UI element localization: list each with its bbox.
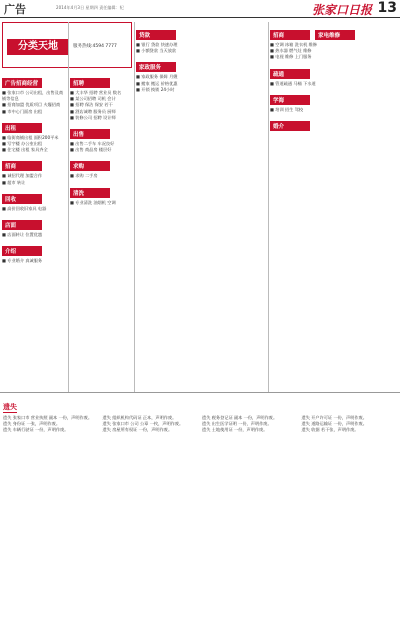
ad-item: ■ 超市 转让 [2, 179, 26, 185]
ad-item: ■ 开锁 换锁 24小时 [136, 86, 175, 92]
ad-item: ■ 招聘 保洁 保安 若干 [70, 102, 113, 108]
category-label: 介绍 [2, 246, 42, 256]
category-label: 出租 [2, 123, 42, 133]
divider [134, 22, 135, 392]
lost-notices-section [3, 394, 397, 634]
ad-item: ■ 热水器 燃气灶 维修 [270, 48, 312, 54]
hotline: 服务热线:4594 7777 [73, 44, 117, 49]
ad-item: ■ 出售二手车 车况良好 [70, 141, 115, 147]
divider [268, 22, 269, 392]
ad-item: ■ 装修公司 招聘 设计师 [70, 114, 116, 120]
category-label: 贷款 [136, 30, 176, 40]
category-label: 学海 [270, 95, 310, 105]
lost-notice: 遗失 车辆行驶证 一份，声明作废。 [3, 427, 69, 433]
lost-notice: 遗失 税务登记证 副本 一份，声明作废。 [202, 415, 278, 420]
lost-notice: 遗失 组织机构代码证 正本，声明作废。 [102, 415, 177, 420]
ad-item: ■ 小额贷款 当天放款 [136, 48, 177, 54]
divider [68, 22, 69, 392]
banner-title: 分类天地 [7, 39, 69, 55]
ad-item: ■ 临街商铺出租 面积200平米 [2, 134, 59, 140]
ad-item: ■ 空调 冰箱 洗衣机 维修 [270, 42, 317, 47]
lost-notice: 遗失 收据 若干张，声明作废。 [301, 427, 359, 433]
ad-item: ■ 专业清洗 油烟机 空调 [70, 199, 116, 205]
ad-item: ■ 市中心门面房 出租 [2, 108, 43, 114]
category-label: 店面 [2, 220, 42, 230]
ad-item: ■ 酒店诚聘 服务员 厨师 [70, 108, 116, 114]
lost-notice: 遗失 身份证 一张，声明作废。 [3, 421, 61, 427]
lost-notice: 遗失 土地使用证 一份，声明作废。 [202, 427, 268, 433]
column-4 [270, 22, 398, 392]
issue-meta: 2014年4月3日 星期四 责任编辑：纪 [56, 5, 124, 10]
lost-notice: 遗失 张家口市 营业执照 副本 一份，声明作废。 [3, 415, 93, 420]
page-number: 13 [377, 0, 397, 16]
ad-item: ■ 诚招代理 加盟合作 [2, 173, 43, 179]
category-label: 回收 [2, 194, 42, 204]
lost-notice: 遗失 开户许可证 一份，声明作废。 [301, 415, 367, 420]
ad-item: ■ 店面转让 位置优越 [2, 232, 43, 238]
category-label: 招聘 [70, 78, 110, 88]
ad-item: ■ 专业婚介 真诚服务 [2, 258, 43, 264]
ad-item: ■ 张家口市 公司出租，出售及商铺等信息 [2, 90, 64, 102]
column-2 [70, 70, 132, 392]
lost-notice: 遗失 房屋所有权证 一份，声明作废。 [102, 427, 173, 433]
category-label: 家政服务 [136, 62, 176, 72]
ad-item: ■ 银行 贷款 快速办理 [136, 42, 178, 47]
ad-item: ■ 电视 维修 上门服务 [270, 54, 312, 60]
category-label: 求购 [70, 161, 110, 171]
classifieds-banner [2, 22, 132, 68]
section-title: 广告 [4, 3, 26, 16]
lost-notice: 遗失 道路运输证 一份，声明作废。 [301, 421, 367, 427]
ad-item: ■ 求购 二手房 [70, 173, 98, 179]
ad-item: ■ 住宅楼 出租 家具齐全 [2, 147, 48, 153]
ad-item: ■ 出售 商品房 楼层好 [70, 147, 112, 153]
category-label: 清洗 [70, 188, 110, 198]
category-label: 招商 [2, 161, 42, 171]
ad-item: ■ 家政服务 保姆 月嫂 [136, 74, 178, 80]
ad-item: ■ 写字楼 办公室出租 [2, 141, 43, 147]
ad-item: ■ 某公司招聘 司机 会计 [70, 96, 116, 102]
ad-item: ■ 管道疏通 马桶 下水道 [270, 80, 316, 86]
lost-notice: 遗失 张家口市 公司 公章 一枚，声明作废。 [102, 421, 184, 427]
category-label: 出售 [70, 129, 110, 139]
section-divider [0, 392, 400, 393]
page-header [0, 0, 400, 18]
ad-item: ■ 大丰华 招聘 营业员 数名 [70, 90, 122, 95]
category-label: 招商 [270, 30, 310, 40]
category-label: 婚介 [270, 121, 310, 131]
lost-notices-title: 遗失 [3, 403, 17, 411]
category-label: 疏通 [270, 69, 310, 79]
newspaper-logo: 张家口日报 [311, 3, 372, 17]
ad-item: ■ 搬家 搬运 价格优惠 [136, 80, 178, 86]
lost-notice: 遗失 出生医学证明 一份，声明作废。 [202, 421, 272, 427]
ad-item: ■ 高价回收旧家具 电器 [2, 205, 47, 211]
ad-item: ■ 培训 招生 驾校 [270, 106, 304, 112]
column-3 [136, 22, 266, 392]
category-label: 广告招商经营 [2, 78, 42, 88]
ad-item: ■ 招商加盟 优质项目 火爆招商 [2, 102, 61, 108]
category-label: 家电维修 [315, 30, 355, 40]
column-1 [2, 70, 66, 392]
